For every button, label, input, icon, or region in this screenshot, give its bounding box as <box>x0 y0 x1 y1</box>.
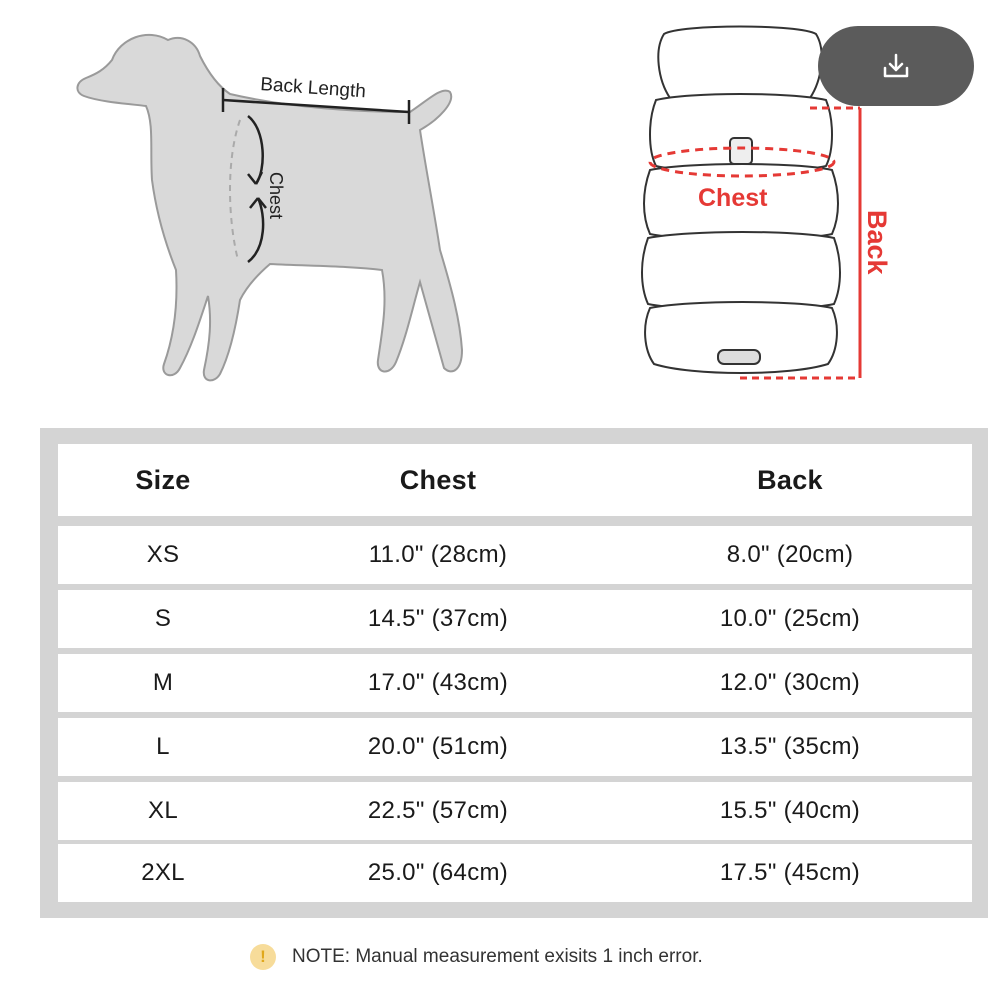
chest-cell: 14.5" (37cm) <box>367 605 509 632</box>
table-row <box>58 654 972 712</box>
note-text: NOTE: Manual measurement exisits 1 inch error. <box>292 946 703 967</box>
back-length-label: Back Length <box>259 74 367 103</box>
header-back: Back <box>757 464 823 495</box>
size-cell: M <box>152 669 174 696</box>
coat-logo-patch <box>718 350 760 364</box>
measurement-note <box>250 940 703 974</box>
back-cell: 12.0" (30cm) <box>719 669 861 696</box>
chest-cell: 17.0" (43cm) <box>367 669 509 696</box>
back-cell: 10.0" (25cm) <box>719 605 861 632</box>
chest-cell: 20.0" (51cm) <box>367 733 509 760</box>
table-row <box>58 526 972 584</box>
chest-cell: 11.0" (28cm) <box>368 541 508 568</box>
chest-cell: 25.0" (64cm) <box>367 859 509 886</box>
back-cell: 8.0" (20cm) <box>726 541 854 568</box>
header-chest: Chest <box>399 464 477 495</box>
table-header-row <box>58 444 972 516</box>
chest-cell: 22.5" (57cm) <box>367 797 509 824</box>
coat-buckle <box>730 138 752 164</box>
size-cell: 2XL <box>141 859 185 886</box>
table-row <box>58 718 972 776</box>
size-chart-table <box>40 428 988 918</box>
size-cell: XS <box>146 541 180 568</box>
coat-chest-label: Chest <box>698 184 768 212</box>
download-icon <box>879 49 913 83</box>
dog-measurement-illustration <box>60 20 480 400</box>
warning-icon: ! <box>250 944 276 970</box>
table-row <box>58 590 972 648</box>
back-cell: 17.5" (45cm) <box>719 859 861 886</box>
back-cell: 13.5" (35cm) <box>719 733 861 760</box>
coat-collar <box>658 27 821 105</box>
coat-puff-lower <box>642 232 840 310</box>
dog-silhouette <box>60 20 480 400</box>
header-size: Size <box>135 464 191 495</box>
back-cell: 15.5" (40cm) <box>719 797 861 824</box>
size-cell: L <box>156 733 170 760</box>
size-cell: S <box>154 605 172 632</box>
table-row <box>58 782 972 840</box>
dog-chest-label: Chest <box>266 172 286 220</box>
size-cell: XL <box>148 797 178 824</box>
coat-back-label: Back <box>862 210 892 275</box>
table-row <box>58 844 972 902</box>
download-button[interactable] <box>818 26 974 106</box>
